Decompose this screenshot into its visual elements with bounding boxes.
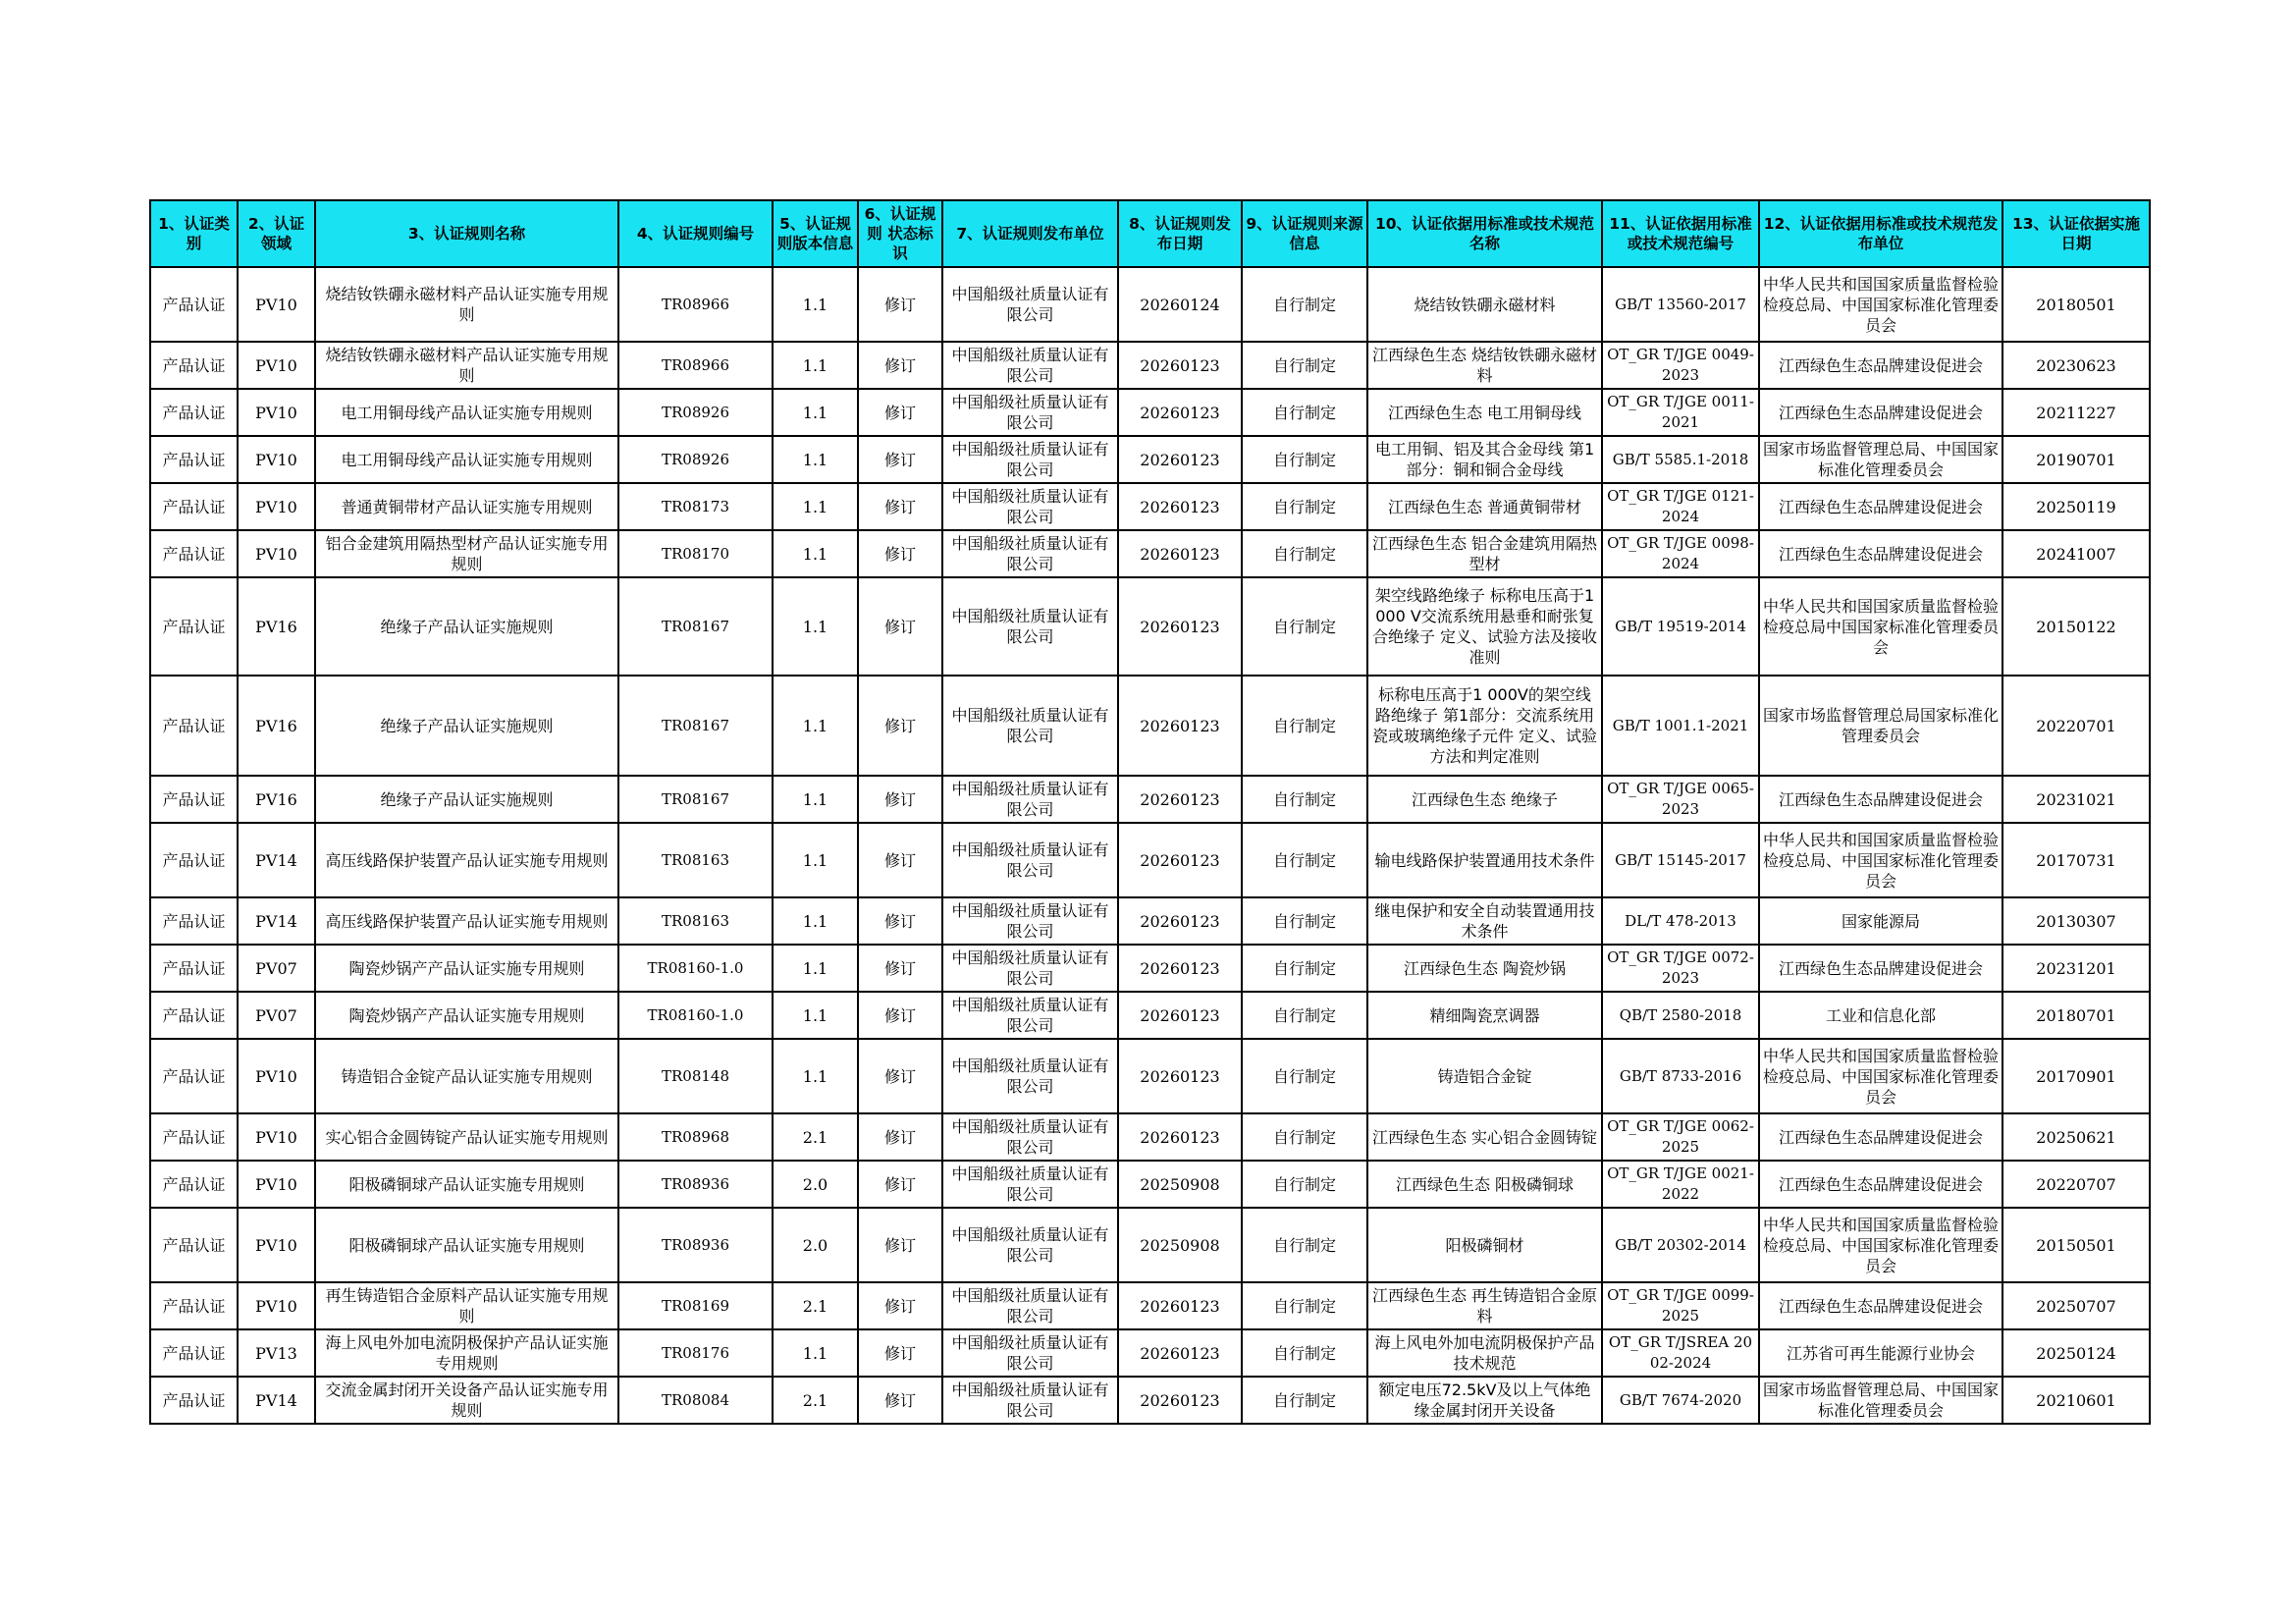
rule-publish-date-cell: 20260123	[1118, 1113, 1242, 1161]
standard-publisher-cell: 江西绿色生态品牌建设促进会	[1759, 945, 2002, 992]
table-row	[150, 1113, 2150, 1161]
cert-domain-cell: PV16	[238, 676, 315, 776]
rule-version-cell: 1.1	[773, 945, 858, 992]
rule-number-cell: TR08160-1.0	[618, 992, 773, 1039]
implementation-date-cell: 20130307	[2002, 897, 2150, 945]
rule-name-cell: 高压线路保护装置产品认证实施专用规则	[315, 897, 618, 945]
implementation-date-cell: 20150501	[2002, 1208, 2150, 1282]
cert-category-cell: 产品认证	[150, 823, 238, 897]
table-header-row	[150, 200, 2150, 267]
header-rule-status: 6、认证规则 状态标识	[858, 200, 942, 267]
standard-publisher-cell: 江西绿色生态品牌建设促进会	[1759, 1113, 2002, 1161]
standard-publisher-cell: 中华人民共和国国家质量监督检验检疫总局、中国国家标准化管理委员会	[1759, 1039, 2002, 1113]
table-row	[150, 436, 2150, 483]
standard-publisher-cell: 江西绿色生态品牌建设促进会	[1759, 389, 2002, 436]
standard-number-cell: DL/T 478-2013	[1602, 897, 1759, 945]
rule-publish-date-cell: 20260123	[1118, 530, 1242, 577]
cert-domain-cell: PV14	[238, 1377, 315, 1424]
header-implementation-date: 13、认证依据实施日期	[2002, 200, 2150, 267]
cert-category-cell: 产品认证	[150, 342, 238, 389]
implementation-date-cell: 20231021	[2002, 776, 2150, 823]
rule-publisher-cell: 中国船级社质量认证有限公司	[942, 1282, 1118, 1329]
cert-category-cell: 产品认证	[150, 1039, 238, 1113]
rule-version-cell: 1.1	[773, 823, 858, 897]
rule-status-cell: 修订	[858, 1113, 942, 1161]
rule-source-cell: 自行制定	[1242, 1039, 1367, 1113]
implementation-date-cell: 20250124	[2002, 1329, 2150, 1377]
rule-number-cell: TR08926	[618, 389, 773, 436]
rule-source-cell: 自行制定	[1242, 1377, 1367, 1424]
cert-domain-cell: PV10	[238, 436, 315, 483]
rule-name-cell: 交流金属封闭开关设备产品认证实施专用规则	[315, 1377, 618, 1424]
cert-domain-cell: PV10	[238, 267, 315, 342]
cert-category-cell: 产品认证	[150, 897, 238, 945]
cert-category-cell: 产品认证	[150, 389, 238, 436]
rule-version-cell: 1.1	[773, 1039, 858, 1113]
standard-publisher-cell: 江西绿色生态品牌建设促进会	[1759, 1282, 2002, 1329]
rule-name-cell: 阳极磷铜球产品认证实施专用规则	[315, 1208, 618, 1282]
rule-version-cell: 1.1	[773, 267, 858, 342]
rule-publish-date-cell: 20260123	[1118, 992, 1242, 1039]
rule-number-cell: TR08176	[618, 1329, 773, 1377]
rule-source-cell: 自行制定	[1242, 1161, 1367, 1208]
rule-name-cell: 实心铝合金圆铸锭产品认证实施专用规则	[315, 1113, 618, 1161]
rule-source-cell: 自行制定	[1242, 1208, 1367, 1282]
rule-version-cell: 1.1	[773, 483, 858, 530]
rule-publish-date-cell: 20260123	[1118, 483, 1242, 530]
standard-number-cell: GB/T 5585.1-2018	[1602, 436, 1759, 483]
header-rule-publish-date: 8、认证规则发布日期	[1118, 200, 1242, 267]
rule-number-cell: TR08163	[618, 823, 773, 897]
table-row	[150, 1161, 2150, 1208]
implementation-date-cell: 20210601	[2002, 1377, 2150, 1424]
implementation-date-cell: 20180501	[2002, 267, 2150, 342]
table-row	[150, 676, 2150, 776]
rule-version-cell: 2.1	[773, 1113, 858, 1161]
standard-name-cell: 江西绿色生态 绝缘子	[1367, 776, 1602, 823]
implementation-date-cell: 20250119	[2002, 483, 2150, 530]
rule-name-cell: 烧结钕铁硼永磁材料产品认证实施专用规则	[315, 342, 618, 389]
rule-version-cell: 1.1	[773, 389, 858, 436]
table-row	[150, 945, 2150, 992]
standard-number-cell: OT_GR T/JGE 0098-2024	[1602, 530, 1759, 577]
standard-number-cell: OT_GR T/JSREA 2002-2024	[1602, 1329, 1759, 1377]
cert-domain-cell: PV10	[238, 1113, 315, 1161]
rule-status-cell: 修订	[858, 1329, 942, 1377]
standard-name-cell: 海上风电外加电流阴极保护产品技术规范	[1367, 1329, 1602, 1377]
cert-domain-cell: PV10	[238, 389, 315, 436]
rule-number-cell: TR08170	[618, 530, 773, 577]
rule-status-cell: 修订	[858, 823, 942, 897]
standard-name-cell: 江西绿色生态 实心铝合金圆铸锭	[1367, 1113, 1602, 1161]
header-rule-number: 4、认证规则编号	[618, 200, 773, 267]
header-rule-version: 5、认证规则版本信息	[773, 200, 858, 267]
standard-publisher-cell: 江苏省可再生能源行业协会	[1759, 1329, 2002, 1377]
table-row	[150, 1208, 2150, 1282]
rule-publisher-cell: 中国船级社质量认证有限公司	[942, 483, 1118, 530]
rule-source-cell: 自行制定	[1242, 676, 1367, 776]
cert-category-cell: 产品认证	[150, 1161, 238, 1208]
cert-category-cell: 产品认证	[150, 1329, 238, 1377]
table-row	[150, 267, 2150, 342]
standard-number-cell: OT_GR T/JGE 0062-2025	[1602, 1113, 1759, 1161]
rule-name-cell: 陶瓷炒锅产产品认证实施专用规则	[315, 945, 618, 992]
rule-version-cell: 1.1	[773, 342, 858, 389]
rule-publish-date-cell: 20260123	[1118, 676, 1242, 776]
rule-number-cell: TR08084	[618, 1377, 773, 1424]
rule-publish-date-cell: 20260123	[1118, 897, 1242, 945]
rule-version-cell: 1.1	[773, 436, 858, 483]
rule-publisher-cell: 中国船级社质量认证有限公司	[942, 1329, 1118, 1377]
implementation-date-cell: 20190701	[2002, 436, 2150, 483]
table-row	[150, 1282, 2150, 1329]
implementation-date-cell: 20180701	[2002, 992, 2150, 1039]
table-row	[150, 342, 2150, 389]
rule-status-cell: 修订	[858, 1039, 942, 1113]
header-rule-name: 3、认证规则名称	[315, 200, 618, 267]
standard-publisher-cell: 国家市场监督管理总局国家标准化管理委员会	[1759, 676, 2002, 776]
table-row	[150, 389, 2150, 436]
rule-publish-date-cell: 20260123	[1118, 823, 1242, 897]
rule-name-cell: 再生铸造铝合金原料产品认证实施专用规则	[315, 1282, 618, 1329]
rule-publish-date-cell: 20260123	[1118, 1377, 1242, 1424]
rule-publish-date-cell: 20260123	[1118, 342, 1242, 389]
rule-publisher-cell: 中国船级社质量认证有限公司	[942, 676, 1118, 776]
implementation-date-cell: 20250621	[2002, 1113, 2150, 1161]
standard-publisher-cell: 江西绿色生态品牌建设促进会	[1759, 776, 2002, 823]
standard-number-cell: GB/T 15145-2017	[1602, 823, 1759, 897]
rule-name-cell: 高压线路保护装置产品认证实施专用规则	[315, 823, 618, 897]
implementation-date-cell: 20170901	[2002, 1039, 2150, 1113]
implementation-date-cell: 20250707	[2002, 1282, 2150, 1329]
standard-number-cell: OT_GR T/JGE 0099-2025	[1602, 1282, 1759, 1329]
rule-source-cell: 自行制定	[1242, 267, 1367, 342]
rule-version-cell: 1.1	[773, 1329, 858, 1377]
rule-status-cell: 修订	[858, 483, 942, 530]
cert-domain-cell: PV10	[238, 530, 315, 577]
standard-name-cell: 额定电压72.5kV及以上气体绝缘金属封闭开关设备	[1367, 1377, 1602, 1424]
rule-name-cell: 绝缘子产品认证实施规则	[315, 676, 618, 776]
table-body	[150, 267, 2150, 1424]
rule-version-cell: 1.1	[773, 776, 858, 823]
rule-publish-date-cell: 20260123	[1118, 1282, 1242, 1329]
certification-rules-table	[149, 199, 2151, 1425]
cert-domain-cell: PV07	[238, 945, 315, 992]
rule-publisher-cell: 中国船级社质量认证有限公司	[942, 530, 1118, 577]
rule-version-cell: 1.1	[773, 530, 858, 577]
rule-number-cell: TR08169	[618, 1282, 773, 1329]
rule-number-cell: TR08148	[618, 1039, 773, 1113]
rule-version-cell: 1.1	[773, 577, 858, 676]
standard-publisher-cell: 中华人民共和国国家质量监督检验检疫总局、中国国家标准化管理委员会	[1759, 1208, 2002, 1282]
table-row	[150, 530, 2150, 577]
standard-name-cell: 精细陶瓷烹调器	[1367, 992, 1602, 1039]
rule-publisher-cell: 中国船级社质量认证有限公司	[942, 389, 1118, 436]
rule-source-cell: 自行制定	[1242, 776, 1367, 823]
rule-source-cell: 自行制定	[1242, 483, 1367, 530]
standard-number-cell: OT_GR T/JGE 0072-2023	[1602, 945, 1759, 992]
rule-status-cell: 修订	[858, 1282, 942, 1329]
rule-name-cell: 绝缘子产品认证实施规则	[315, 776, 618, 823]
standard-name-cell: 铸造铝合金锭	[1367, 1039, 1602, 1113]
rule-publish-date-cell: 20260123	[1118, 389, 1242, 436]
cert-domain-cell: PV14	[238, 897, 315, 945]
header-rule-source: 9、认证规则来源信息	[1242, 200, 1367, 267]
standard-publisher-cell: 中华人民共和国国家质量监督检验检疫总局中国国家标准化管理委员会	[1759, 577, 2002, 676]
cert-category-cell: 产品认证	[150, 436, 238, 483]
rule-version-cell: 1.1	[773, 897, 858, 945]
standard-number-cell: OT_GR T/JGE 0011-2021	[1602, 389, 1759, 436]
standard-name-cell: 继电保护和安全自动装置通用技术条件	[1367, 897, 1602, 945]
rule-status-cell: 修订	[858, 1208, 942, 1282]
standard-number-cell: GB/T 19519-2014	[1602, 577, 1759, 676]
rule-name-cell: 电工用铜母线产品认证实施专用规则	[315, 436, 618, 483]
rule-publisher-cell: 中国船级社质量认证有限公司	[942, 823, 1118, 897]
rule-status-cell: 修订	[858, 776, 942, 823]
standard-publisher-cell: 中华人民共和国国家质量监督检验检疫总局、中国国家标准化管理委员会	[1759, 267, 2002, 342]
cert-category-cell: 产品认证	[150, 1208, 238, 1282]
rule-number-cell: TR08167	[618, 776, 773, 823]
implementation-date-cell: 20220707	[2002, 1161, 2150, 1208]
rule-publisher-cell: 中国船级社质量认证有限公司	[942, 1113, 1118, 1161]
cert-category-cell: 产品认证	[150, 267, 238, 342]
rule-publish-date-cell: 20260123	[1118, 1329, 1242, 1377]
rule-publish-date-cell: 20260123	[1118, 945, 1242, 992]
cert-domain-cell: PV10	[238, 1282, 315, 1329]
rule-status-cell: 修订	[858, 342, 942, 389]
standard-name-cell: 江西绿色生态 普通黄铜带材	[1367, 483, 1602, 530]
rule-number-cell: TR08173	[618, 483, 773, 530]
table-row	[150, 483, 2150, 530]
rule-source-cell: 自行制定	[1242, 577, 1367, 676]
standard-name-cell: 阳极磷铜材	[1367, 1208, 1602, 1282]
cert-category-cell: 产品认证	[150, 992, 238, 1039]
standard-name-cell: 架空线路绝缘子 标称电压高于1 000 V交流系统用悬垂和耐张复合绝缘子 定义、试验方法及接收准则	[1367, 577, 1602, 676]
implementation-date-cell: 20170731	[2002, 823, 2150, 897]
rule-source-cell: 自行制定	[1242, 897, 1367, 945]
rule-publish-date-cell: 20260123	[1118, 577, 1242, 676]
rule-number-cell: TR08966	[618, 267, 773, 342]
rule-status-cell: 修订	[858, 1161, 942, 1208]
standard-number-cell: OT_GR T/JGE 0065-2023	[1602, 776, 1759, 823]
standard-number-cell: OT_GR T/JGE 0021-2022	[1602, 1161, 1759, 1208]
rule-status-cell: 修订	[858, 436, 942, 483]
header-cert-category: 1、认证类别	[150, 200, 238, 267]
rule-version-cell: 1.1	[773, 676, 858, 776]
rule-name-cell: 绝缘子产品认证实施规则	[315, 577, 618, 676]
rule-number-cell: TR08936	[618, 1208, 773, 1282]
rule-version-cell: 2.1	[773, 1282, 858, 1329]
implementation-date-cell: 20230623	[2002, 342, 2150, 389]
standard-publisher-cell: 中华人民共和国国家质量监督检验检疫总局、中国国家标准化管理委员会	[1759, 823, 2002, 897]
rule-publisher-cell: 中国船级社质量认证有限公司	[942, 945, 1118, 992]
rule-source-cell: 自行制定	[1242, 1113, 1367, 1161]
standard-name-cell: 输电线路保护装置通用技术条件	[1367, 823, 1602, 897]
cert-category-cell: 产品认证	[150, 776, 238, 823]
cert-category-cell: 产品认证	[150, 945, 238, 992]
standard-number-cell: GB/T 1001.1-2021	[1602, 676, 1759, 776]
cert-domain-cell: PV16	[238, 577, 315, 676]
rule-source-cell: 自行制定	[1242, 389, 1367, 436]
rule-version-cell: 2.0	[773, 1208, 858, 1282]
standard-name-cell: 标称电压高于1 000V的架空线路绝缘子 第1部分：交流系统用瓷或玻璃绝缘子元件 定义、试验方法和判定准则	[1367, 676, 1602, 776]
cert-domain-cell: PV07	[238, 992, 315, 1039]
rule-source-cell: 自行制定	[1242, 823, 1367, 897]
header-standard-publisher: 12、认证依据用标准或技术规范发布单位	[1759, 200, 2002, 267]
rule-status-cell: 修订	[858, 530, 942, 577]
rule-publisher-cell: 中国船级社质量认证有限公司	[942, 992, 1118, 1039]
rule-publisher-cell: 中国船级社质量认证有限公司	[942, 776, 1118, 823]
rule-name-cell: 陶瓷炒锅产产品认证实施专用规则	[315, 992, 618, 1039]
cert-domain-cell: PV14	[238, 823, 315, 897]
rule-publisher-cell: 中国船级社质量认证有限公司	[942, 1208, 1118, 1282]
rule-status-cell: 修订	[858, 992, 942, 1039]
standard-name-cell: 江西绿色生态 电工用铜母线	[1367, 389, 1602, 436]
standard-name-cell: 电工用铜、铝及其合金母线 第1部分：铜和铜合金母线	[1367, 436, 1602, 483]
header-rule-publisher: 7、认证规则发布单位	[942, 200, 1118, 267]
rule-name-cell: 海上风电外加电流阴极保护产品认证实施专用规则	[315, 1329, 618, 1377]
rule-publisher-cell: 中国船级社质量认证有限公司	[942, 1161, 1118, 1208]
cert-domain-cell: PV10	[238, 342, 315, 389]
standard-name-cell: 江西绿色生态 陶瓷炒锅	[1367, 945, 1602, 992]
rule-number-cell: TR08160-1.0	[618, 945, 773, 992]
standard-number-cell: OT_GR T/JGE 0121-2024	[1602, 483, 1759, 530]
rule-publish-date-cell: 20260123	[1118, 1039, 1242, 1113]
cert-domain-cell: PV10	[238, 1208, 315, 1282]
rule-publish-date-cell: 20260124	[1118, 267, 1242, 342]
table-row	[150, 1039, 2150, 1113]
implementation-date-cell: 20241007	[2002, 530, 2150, 577]
cert-category-cell: 产品认证	[150, 1113, 238, 1161]
rule-publish-date-cell: 20260123	[1118, 436, 1242, 483]
table-row	[150, 992, 2150, 1039]
rule-name-cell: 电工用铜母线产品认证实施专用规则	[315, 389, 618, 436]
rule-name-cell: 烧结钕铁硼永磁材料产品认证实施专用规则	[315, 267, 618, 342]
cert-domain-cell: PV10	[238, 1039, 315, 1113]
rule-publisher-cell: 中国船级社质量认证有限公司	[942, 577, 1118, 676]
standard-number-cell: OT_GR T/JGE 0049-2023	[1602, 342, 1759, 389]
standard-name-cell: 烧结钕铁硼永磁材料	[1367, 267, 1602, 342]
rule-publish-date-cell: 20250908	[1118, 1208, 1242, 1282]
cert-category-cell: 产品认证	[150, 530, 238, 577]
rule-name-cell: 阳极磷铜球产品认证实施专用规则	[315, 1161, 618, 1208]
standard-name-cell: 江西绿色生态 阳极磷铜球	[1367, 1161, 1602, 1208]
rule-status-cell: 修订	[858, 1377, 942, 1424]
standard-publisher-cell: 江西绿色生态品牌建设促进会	[1759, 342, 2002, 389]
rule-source-cell: 自行制定	[1242, 992, 1367, 1039]
rule-name-cell: 普通黄铜带材产品认证实施专用规则	[315, 483, 618, 530]
table-row	[150, 897, 2150, 945]
cert-category-cell: 产品认证	[150, 577, 238, 676]
rule-version-cell: 2.0	[773, 1161, 858, 1208]
standard-publisher-cell: 国家能源局	[1759, 897, 2002, 945]
standard-number-cell: GB/T 13560-2017	[1602, 267, 1759, 342]
rule-version-cell: 1.1	[773, 992, 858, 1039]
rule-publisher-cell: 中国船级社质量认证有限公司	[942, 897, 1118, 945]
table-row	[150, 1377, 2150, 1424]
cert-category-cell: 产品认证	[150, 1377, 238, 1424]
implementation-date-cell: 20150122	[2002, 577, 2150, 676]
rule-status-cell: 修订	[858, 389, 942, 436]
implementation-date-cell: 20211227	[2002, 389, 2150, 436]
rule-name-cell: 铸造铝合金锭产品认证实施专用规则	[315, 1039, 618, 1113]
table-row	[150, 823, 2150, 897]
table-row	[150, 776, 2150, 823]
standard-publisher-cell: 国家市场监督管理总局、中国国家标准化管理委员会	[1759, 1377, 2002, 1424]
standard-number-cell: GB/T 20302-2014	[1602, 1208, 1759, 1282]
rule-status-cell: 修订	[858, 577, 942, 676]
rule-status-cell: 修订	[858, 676, 942, 776]
rule-source-cell: 自行制定	[1242, 945, 1367, 992]
rule-name-cell: 铝合金建筑用隔热型材产品认证实施专用规则	[315, 530, 618, 577]
standard-number-cell: GB/T 7674-2020	[1602, 1377, 1759, 1424]
standard-publisher-cell: 江西绿色生态品牌建设促进会	[1759, 483, 2002, 530]
cert-domain-cell: PV16	[238, 776, 315, 823]
implementation-date-cell: 20220701	[2002, 676, 2150, 776]
rule-number-cell: TR08936	[618, 1161, 773, 1208]
rule-number-cell: TR08966	[618, 342, 773, 389]
rule-number-cell: TR08167	[618, 577, 773, 676]
cert-domain-cell: PV10	[238, 1161, 315, 1208]
standard-publisher-cell: 国家市场监督管理总局、中国国家标准化管理委员会	[1759, 436, 2002, 483]
cert-category-cell: 产品认证	[150, 1282, 238, 1329]
implementation-date-cell: 20231201	[2002, 945, 2150, 992]
rule-publish-date-cell: 20250908	[1118, 1161, 1242, 1208]
rule-source-cell: 自行制定	[1242, 530, 1367, 577]
rule-publisher-cell: 中国船级社质量认证有限公司	[942, 267, 1118, 342]
rule-status-cell: 修订	[858, 897, 942, 945]
rule-number-cell: TR08163	[618, 897, 773, 945]
standard-name-cell: 江西绿色生态 烧结钕铁硼永磁材料	[1367, 342, 1602, 389]
standard-publisher-cell: 江西绿色生态品牌建设促进会	[1759, 1161, 2002, 1208]
rule-status-cell: 修订	[858, 945, 942, 992]
rule-source-cell: 自行制定	[1242, 436, 1367, 483]
rule-number-cell: TR08968	[618, 1113, 773, 1161]
rule-number-cell: TR08167	[618, 676, 773, 776]
rule-version-cell: 2.1	[773, 1377, 858, 1424]
rule-publisher-cell: 中国船级社质量认证有限公司	[942, 1039, 1118, 1113]
rule-status-cell: 修订	[858, 267, 942, 342]
standard-number-cell: QB/T 2580-2018	[1602, 992, 1759, 1039]
rule-source-cell: 自行制定	[1242, 342, 1367, 389]
rule-publisher-cell: 中国船级社质量认证有限公司	[942, 342, 1118, 389]
cert-category-cell: 产品认证	[150, 676, 238, 776]
header-standard-name: 10、认证依据用标准或技术规范名称	[1367, 200, 1602, 267]
rule-publisher-cell: 中国船级社质量认证有限公司	[942, 436, 1118, 483]
standard-name-cell: 江西绿色生态 再生铸造铝合金原料	[1367, 1282, 1602, 1329]
header-standard-number: 11、认证依据用标准或技术规范编号	[1602, 200, 1759, 267]
table-row	[150, 577, 2150, 676]
rule-publish-date-cell: 20260123	[1118, 776, 1242, 823]
table-row	[150, 1329, 2150, 1377]
cert-category-cell: 产品认证	[150, 483, 238, 530]
header-cert-domain: 2、认证领域	[238, 200, 315, 267]
rule-number-cell: TR08926	[618, 436, 773, 483]
standard-name-cell: 江西绿色生态 铝合金建筑用隔热型材	[1367, 530, 1602, 577]
standard-publisher-cell: 工业和信息化部	[1759, 992, 2002, 1039]
cert-domain-cell: PV13	[238, 1329, 315, 1377]
rule-publisher-cell: 中国船级社质量认证有限公司	[942, 1377, 1118, 1424]
standard-number-cell: GB/T 8733-2016	[1602, 1039, 1759, 1113]
rule-source-cell: 自行制定	[1242, 1329, 1367, 1377]
rule-source-cell: 自行制定	[1242, 1282, 1367, 1329]
cert-domain-cell: PV10	[238, 483, 315, 530]
standard-publisher-cell: 江西绿色生态品牌建设促进会	[1759, 530, 2002, 577]
